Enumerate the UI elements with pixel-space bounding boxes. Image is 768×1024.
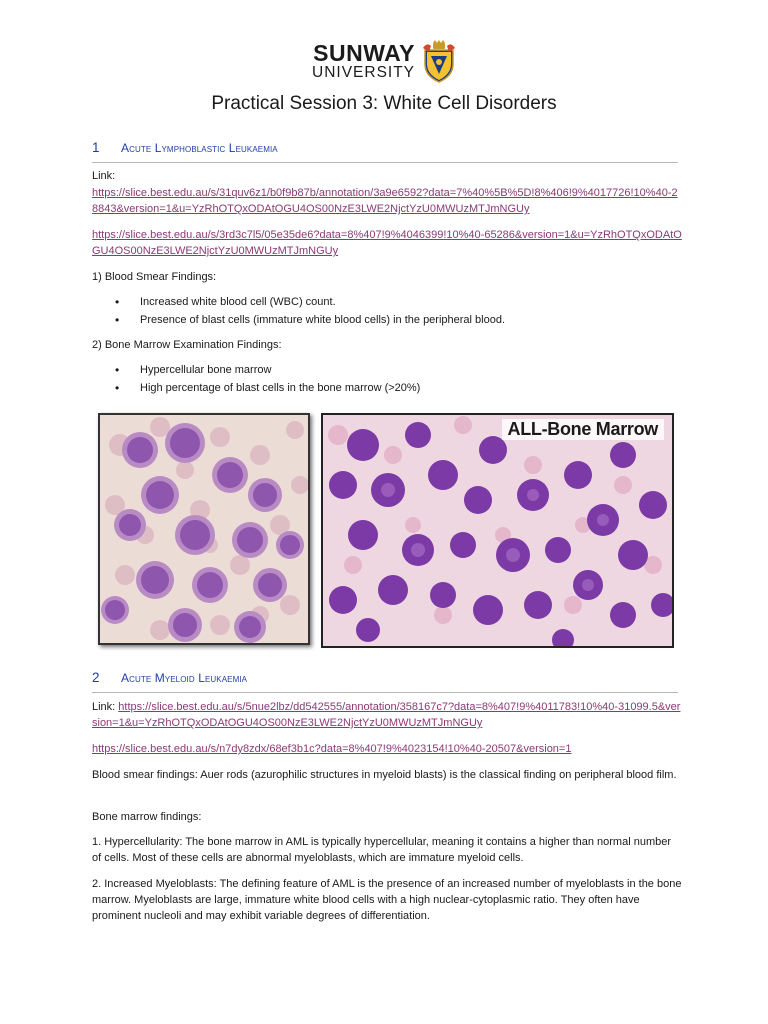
aml-link-2[interactable] (92, 741, 682, 757)
logo-line2: UNIVERSITY (312, 64, 416, 81)
bone-marrow-list (115, 361, 675, 397)
bone-marrow-micrograph (321, 413, 674, 648)
aml-link-1[interactable] (92, 699, 682, 731)
link-label: Link: (92, 170, 116, 182)
section-title: Acute Myeloid Leukaemia (121, 671, 248, 685)
blood-smear-micrograph (98, 413, 310, 645)
logo-wordmark (312, 42, 415, 82)
aml-point-1: 1. Hypercellularity: The bone marrow in AML is typically hypercellular, meaning it contains a higher than normal number of cells. Most of these cells are abnormal myeloblasts, which are immature myeloid cells. (92, 836, 672, 864)
bone-marrow-heading: 2) Bone Marrow Examination Findings: (92, 339, 282, 351)
section-number: 1 (92, 140, 100, 155)
section-heading-all (92, 140, 678, 163)
aml-link-1-anchor[interactable]: https://slice.best.edu.au/s/5nue2lbz/dd542555/annotation/358167c7?data=8%407!9%4011783!10%40-31099.5&version=1&u=YzRhOTQxODAtOGU4OS00NzE3LWE2NjctYzU0MWUzMTJmNGUy (92, 701, 681, 729)
list-item: • High percentage of blast cells in the bone marrow (>20%) (115, 379, 675, 397)
crest-icon (421, 40, 457, 84)
aml-point-2: 2. Increased Myeloblasts: The defining feature of AML is the presence of an increased number of myeloblasts in the bone marrow. Myeloblasts are large, immature white blood cells with a high nuclear-cytoplasmic ratio. They often have prominent nucleoli and may exhibit variable degrees of differentiation. (92, 878, 682, 922)
logo-line1: SUNWAY (313, 40, 416, 66)
slide-link-2-anchor[interactable]: https://slice.best.edu.au/s/3rd3c7l5/05e35de6?data=8%407!9%4046399!10%40-65286&version=1&u=YzRhOTQxODAtOGU4OS00NzE3LWE2NjctYzU0MWUzMTJmNGUy (92, 229, 682, 257)
list-item: • Hypercellular bone marrow (115, 361, 675, 379)
slide-link-1-anchor[interactable]: https://slice.best.edu.au/s/31quv6z1/b0f9b87b/annotation/3a9e6592?data=7%40%5B%5D!8%406!9%4017726!10%40-28843&version=1&u=YzRhOTQxODAtOGU4OS00NzE3LWE2NjctYzU0MWUzMTJmNGUy (92, 187, 678, 215)
bone-marrow-image (323, 415, 672, 646)
section-title: Acute Lymphoblastic Leukaemia (121, 141, 278, 155)
section-heading-aml (92, 670, 678, 693)
section-number: 2 (92, 670, 100, 685)
blood-smear-image (100, 415, 308, 643)
aml-link-2-anchor[interactable]: https://slice.best.edu.au/s/n7dy8zdx/68ef3b1c?data=8%407!9%4023154!10%40-20507&version=1 (92, 743, 572, 755)
aml-blood-smear-text: Blood smear findings: Auer rods (azurophilic structures in myeloid blasts) is the classical finding on peripheral blood film. (92, 769, 677, 781)
blood-smear-list (115, 293, 675, 329)
university-logo (312, 40, 457, 84)
slide-link-1[interactable] (92, 185, 682, 217)
list-item: • Increased white blood cell (WBC) count. (115, 293, 675, 311)
document-title: Practical Session 3: White Cell Disorders (211, 93, 557, 114)
aml-bone-marrow-heading: Bone marrow findings: (92, 811, 202, 823)
list-item: • Presence of blast cells (immature white blood cells) in the peripheral blood. (115, 311, 675, 329)
image-caption: ALL-Bone Marrow (502, 419, 665, 440)
blood-smear-heading: 1) Blood Smear Findings: (92, 271, 217, 283)
slide-link-2[interactable] (92, 227, 682, 259)
link-label: Link: (92, 701, 119, 713)
